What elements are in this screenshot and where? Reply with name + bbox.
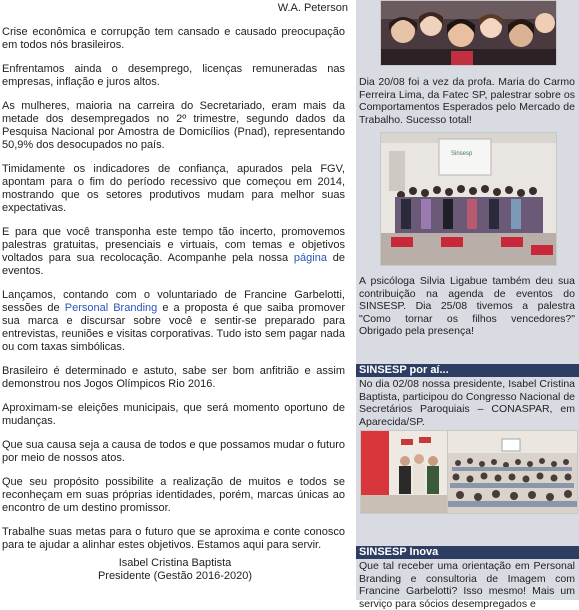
sidebar: [356, 0, 579, 610]
paragraph: Crise econômica e corrupção tem cansado e causado preocupação em todos nós brasileiros.: [2, 26, 345, 51]
paragraph: As mulheres, maioria na carreira do Secretariado, eram mais da metade dos desempregados no 2º trimestre, segundo dados da Pesquisa Nacional por Amostra de Domicílios (Pnad), representando 50,9% dos desocupados no país.: [2, 100, 345, 151]
section-header-sinsesp-por-ai: SINSESP por aí...: [356, 364, 579, 377]
paragraph: Enfrentamos ainda o desemprego, licenças remuneradas nas empresas, inflação e juros altos.: [2, 63, 345, 88]
section-header-sinsesp-inova: SINSESP Inova: [356, 546, 579, 559]
paragraph: [2, 226, 345, 278]
photo-caption: A psicóloga Silvia Ligabue também deu sua contribuição na agenda de eventos do SINSESP. Dia 25/08 tivemos a palestra "Como tornar os filhos vencedores?" Obrigado pela presença!: [359, 275, 575, 337]
paragraph: Trabalhe suas metas para o futuro que se aproxima e conte conosco para te ajudar a alinhar estes objetivos. Estamos aqui para servir.: [2, 526, 345, 551]
events-page-link[interactable]: página: [293, 252, 327, 264]
event-photo-congress-audience: [447, 430, 578, 514]
photo-caption: Dia 20/08 foi a vez da profa. Maria do Carmo Ferreira Lima, da Fatec SP, palestrar sobre os Comportamentos Esperados pelo Mercado de Trabalho. Sucesso total!: [359, 76, 575, 126]
letter-body: [2, 26, 345, 563]
signature-role: Presidente (Gestão 2016-2020): [97, 570, 253, 582]
section-text: No dia 02/08 nossa presidente, Isabel Cristina Baptista, participou do Congresso Nacional de Secretários Paroquiais – CONASPAR, em Aparecida/SP.: [359, 378, 575, 428]
event-photo-group-selfie: [380, 0, 557, 66]
paragraph: Timidamente os indicadores de confiança, apurados pela FGV, apontam para o fim do período recessivo que começou em 2014, mostrando que os setores produtivos mudam para melhor suas expectativas.: [2, 163, 345, 214]
personal-branding-link[interactable]: Personal Branding: [64, 302, 158, 314]
event-photo-classroom-group: [380, 132, 557, 266]
paragraph: Brasileiro é determinado e astuto, sabe ser bom anfitrião e assim demonstrou nos Jogos Olímpicos Rio 2016.: [2, 365, 345, 390]
paragraph-text: E para que você transponha este tempo tão incerto, promovemos palestras gratuitas, presenciais e virtuais, com temas e objetivos voltados para sua recolocação. Acompanhe pela nossa: [2, 226, 345, 264]
paragraph: Aproximam-se eleições municipais, que será momento oportuno de mudanças.: [2, 402, 345, 427]
quote-attribution: W.A. Peterson: [277, 2, 348, 14]
paragraph: Que sua causa seja a causa de todos e que possamos mudar o futuro por meio de nossos atos.: [2, 439, 345, 464]
paragraph: [2, 289, 345, 354]
paragraph-text: e a proposta é que saiba promover sua marca e discursar sobre você e sentir-se preparado para entrevistas, reuniões e visitas corporativas. Tudo isto sem pagar nada ou com taxas simbólicas.: [2, 302, 345, 353]
section-text: Que tal receber uma orientação em Personal Branding e consultoria de Imagem com Francine Garbelotti? Isso mesmo! Mais um serviço para sócios desempregados e: [359, 560, 575, 610]
event-photo-congress-stage: [360, 430, 448, 514]
paragraph-text: de eventos.: [2, 252, 346, 277]
paragraph-text: Lançamos, contando com o voluntariado de Francine Garbelotti, sessões de: [2, 289, 345, 314]
paragraph: Que seu propósito possibilite a realização de muitos e todos se reconheçam em suas próprias identidades, porém, marcas únicas ao encontro de um destino promissor.: [2, 476, 345, 514]
svg-text:Sinsesp: Sinsesp: [451, 151, 473, 157]
signature-name: Isabel Cristina Baptista: [118, 557, 232, 569]
